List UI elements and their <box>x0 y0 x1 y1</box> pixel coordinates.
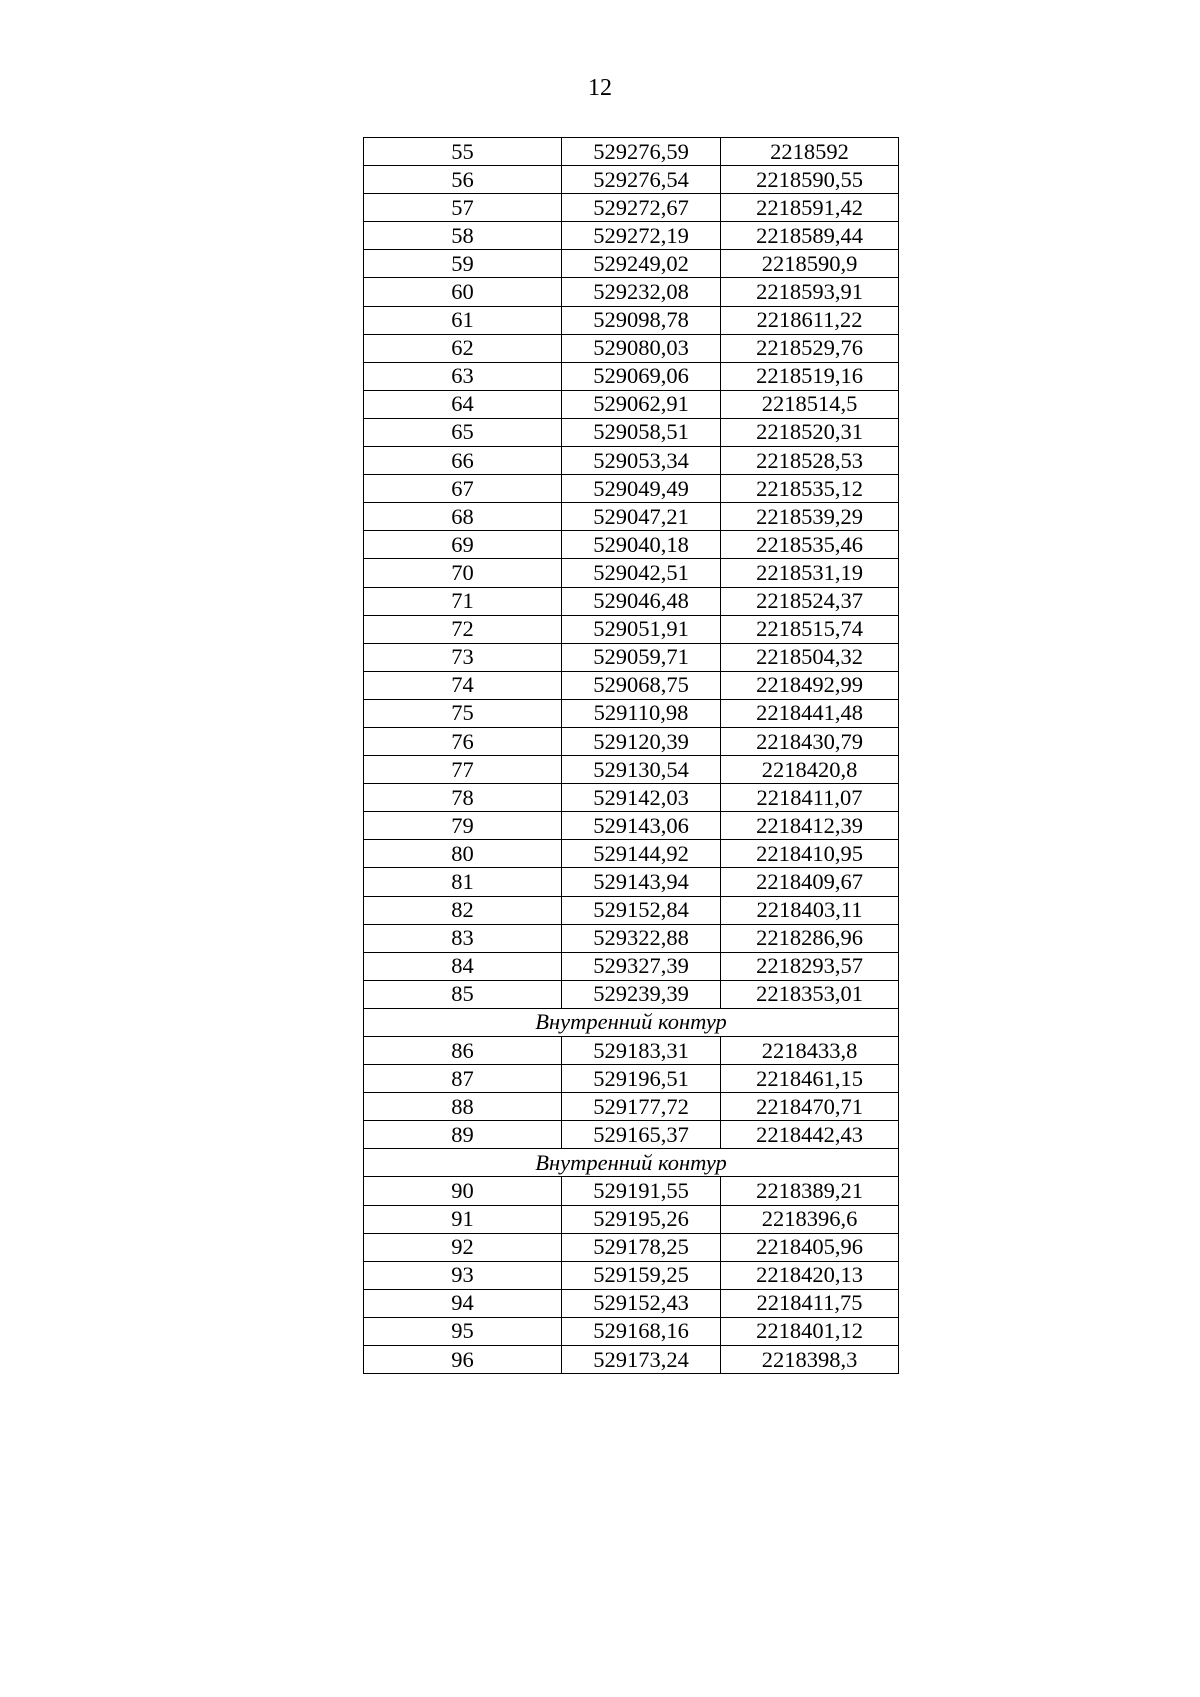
point-number-cell: 85 <box>364 980 562 1008</box>
table-row <box>364 1289 899 1317</box>
point-number-cell: 79 <box>364 812 562 840</box>
point-number-cell: 89 <box>364 1121 562 1149</box>
y-coordinate-cell: 2218590,55 <box>721 166 899 194</box>
y-coordinate-cell: 2218396,6 <box>721 1205 899 1233</box>
x-coordinate-cell: 529276,59 <box>562 138 721 166</box>
x-coordinate-cell: 529178,25 <box>562 1233 721 1261</box>
y-coordinate-cell: 2218492,99 <box>721 671 899 699</box>
point-number-cell: 73 <box>364 643 562 671</box>
y-coordinate-cell: 2218535,12 <box>721 475 899 503</box>
y-coordinate-cell: 2218514,5 <box>721 390 899 418</box>
x-coordinate-cell: 529051,91 <box>562 615 721 643</box>
x-coordinate-cell: 529143,06 <box>562 812 721 840</box>
x-coordinate-cell: 529068,75 <box>562 671 721 699</box>
y-coordinate-cell: 2218411,75 <box>721 1289 899 1317</box>
y-coordinate-cell: 2218520,31 <box>721 418 899 446</box>
point-number-cell: 87 <box>364 1065 562 1093</box>
table-row <box>364 447 899 475</box>
section-label: Внутренний контур <box>364 1008 899 1036</box>
y-coordinate-cell: 2218420,13 <box>721 1261 899 1289</box>
coordinates-table-body <box>364 138 899 1374</box>
table-row <box>364 1121 899 1149</box>
section-label: Внутренний контур <box>364 1149 899 1177</box>
table-row <box>364 1346 899 1374</box>
y-coordinate-cell: 2218410,95 <box>721 840 899 868</box>
y-coordinate-cell: 2218441,48 <box>721 699 899 727</box>
table-row <box>364 896 899 924</box>
point-number-cell: 86 <box>364 1037 562 1065</box>
table-row <box>364 166 899 194</box>
x-coordinate-cell: 529042,51 <box>562 559 721 587</box>
x-coordinate-cell: 529053,34 <box>562 447 721 475</box>
y-coordinate-cell: 2218524,37 <box>721 587 899 615</box>
x-coordinate-cell: 529142,03 <box>562 784 721 812</box>
x-coordinate-cell: 529040,18 <box>562 531 721 559</box>
x-coordinate-cell: 529059,71 <box>562 643 721 671</box>
table-row <box>364 1317 899 1345</box>
y-coordinate-cell: 2218433,8 <box>721 1037 899 1065</box>
point-number-cell: 55 <box>364 138 562 166</box>
x-coordinate-cell: 529110,98 <box>562 699 721 727</box>
x-coordinate-cell: 529098,78 <box>562 306 721 334</box>
point-number-cell: 71 <box>364 587 562 615</box>
section-row <box>364 1008 899 1036</box>
table-row <box>364 1037 899 1065</box>
table-row <box>364 1233 899 1261</box>
point-number-cell: 67 <box>364 475 562 503</box>
y-coordinate-cell: 2218401,12 <box>721 1317 899 1345</box>
y-coordinate-cell: 2218442,43 <box>721 1121 899 1149</box>
x-coordinate-cell: 529159,25 <box>562 1261 721 1289</box>
table-row <box>364 334 899 362</box>
y-coordinate-cell: 2218353,01 <box>721 980 899 1008</box>
table-row <box>364 418 899 446</box>
table-row <box>364 812 899 840</box>
x-coordinate-cell: 529272,19 <box>562 222 721 250</box>
point-number-cell: 68 <box>364 503 562 531</box>
table-row <box>364 756 899 784</box>
x-coordinate-cell: 529062,91 <box>562 390 721 418</box>
table-row <box>364 671 899 699</box>
point-number-cell: 64 <box>364 390 562 418</box>
y-coordinate-cell: 2218590,9 <box>721 250 899 278</box>
table-row <box>364 278 899 306</box>
x-coordinate-cell: 529322,88 <box>562 924 721 952</box>
point-number-cell: 65 <box>364 418 562 446</box>
y-coordinate-cell: 2218398,3 <box>721 1346 899 1374</box>
table-row <box>364 924 899 952</box>
x-coordinate-cell: 529191,55 <box>562 1177 721 1205</box>
x-coordinate-cell: 529152,43 <box>562 1289 721 1317</box>
point-number-cell: 92 <box>364 1233 562 1261</box>
table-row <box>364 615 899 643</box>
x-coordinate-cell: 529165,37 <box>562 1121 721 1149</box>
x-coordinate-cell: 529196,51 <box>562 1065 721 1093</box>
x-coordinate-cell: 529049,49 <box>562 475 721 503</box>
y-coordinate-cell: 2218293,57 <box>721 952 899 980</box>
point-number-cell: 80 <box>364 840 562 868</box>
x-coordinate-cell: 529120,39 <box>562 727 721 755</box>
point-number-cell: 56 <box>364 166 562 194</box>
table-row <box>364 587 899 615</box>
point-number-cell: 60 <box>364 278 562 306</box>
point-number-cell: 83 <box>364 924 562 952</box>
table-row <box>364 250 899 278</box>
point-number-cell: 96 <box>364 1346 562 1374</box>
x-coordinate-cell: 529177,72 <box>562 1093 721 1121</box>
y-coordinate-cell: 2218611,22 <box>721 306 899 334</box>
x-coordinate-cell: 529327,39 <box>562 952 721 980</box>
y-coordinate-cell: 2218519,16 <box>721 362 899 390</box>
y-coordinate-cell: 2218420,8 <box>721 756 899 784</box>
x-coordinate-cell: 529046,48 <box>562 587 721 615</box>
y-coordinate-cell: 2218529,76 <box>721 334 899 362</box>
table-row <box>364 362 899 390</box>
y-coordinate-cell: 2218470,71 <box>721 1093 899 1121</box>
y-coordinate-cell: 2218409,67 <box>721 868 899 896</box>
point-number-cell: 84 <box>364 952 562 980</box>
x-coordinate-cell: 529183,31 <box>562 1037 721 1065</box>
y-coordinate-cell: 2218405,96 <box>721 1233 899 1261</box>
table-row <box>364 222 899 250</box>
table-row <box>364 868 899 896</box>
x-coordinate-cell: 529249,02 <box>562 250 721 278</box>
point-number-cell: 62 <box>364 334 562 362</box>
table-row <box>364 559 899 587</box>
point-number-cell: 81 <box>364 868 562 896</box>
x-coordinate-cell: 529276,54 <box>562 166 721 194</box>
point-number-cell: 69 <box>364 531 562 559</box>
table-row <box>364 475 899 503</box>
table-row <box>364 531 899 559</box>
table-row <box>364 840 899 868</box>
y-coordinate-cell: 2218515,74 <box>721 615 899 643</box>
y-coordinate-cell: 2218389,21 <box>721 1177 899 1205</box>
table-row <box>364 1177 899 1205</box>
coordinates-table <box>363 137 899 1374</box>
y-coordinate-cell: 2218461,15 <box>721 1065 899 1093</box>
point-number-cell: 66 <box>364 447 562 475</box>
table-row <box>364 643 899 671</box>
point-number-cell: 95 <box>364 1317 562 1345</box>
point-number-cell: 94 <box>364 1289 562 1317</box>
point-number-cell: 57 <box>364 194 562 222</box>
point-number-cell: 72 <box>364 615 562 643</box>
point-number-cell: 75 <box>364 699 562 727</box>
table-row <box>364 699 899 727</box>
point-number-cell: 90 <box>364 1177 562 1205</box>
x-coordinate-cell: 529168,16 <box>562 1317 721 1345</box>
table-row <box>364 138 899 166</box>
table-row <box>364 1065 899 1093</box>
table-row <box>364 952 899 980</box>
table-row <box>364 784 899 812</box>
table-row <box>364 727 899 755</box>
point-number-cell: 82 <box>364 896 562 924</box>
x-coordinate-cell: 529173,24 <box>562 1346 721 1374</box>
point-number-cell: 74 <box>364 671 562 699</box>
y-coordinate-cell: 2218531,19 <box>721 559 899 587</box>
table-row <box>364 1093 899 1121</box>
y-coordinate-cell: 2218589,44 <box>721 222 899 250</box>
point-number-cell: 59 <box>364 250 562 278</box>
x-coordinate-cell: 529195,26 <box>562 1205 721 1233</box>
point-number-cell: 58 <box>364 222 562 250</box>
x-coordinate-cell: 529152,84 <box>562 896 721 924</box>
table-row <box>364 503 899 531</box>
point-number-cell: 88 <box>364 1093 562 1121</box>
x-coordinate-cell: 529272,67 <box>562 194 721 222</box>
x-coordinate-cell: 529232,08 <box>562 278 721 306</box>
table-row <box>364 1261 899 1289</box>
x-coordinate-cell: 529143,94 <box>562 868 721 896</box>
section-row <box>364 1149 899 1177</box>
table-row <box>364 390 899 418</box>
point-number-cell: 61 <box>364 306 562 334</box>
x-coordinate-cell: 529058,51 <box>562 418 721 446</box>
y-coordinate-cell: 2218411,07 <box>721 784 899 812</box>
point-number-cell: 76 <box>364 727 562 755</box>
y-coordinate-cell: 2218593,91 <box>721 278 899 306</box>
point-number-cell: 77 <box>364 756 562 784</box>
y-coordinate-cell: 2218528,53 <box>721 447 899 475</box>
point-number-cell: 63 <box>364 362 562 390</box>
page-number: 12 <box>588 75 612 101</box>
y-coordinate-cell: 2218403,11 <box>721 896 899 924</box>
table-row <box>364 980 899 1008</box>
point-number-cell: 91 <box>364 1205 562 1233</box>
y-coordinate-cell: 2218591,42 <box>721 194 899 222</box>
y-coordinate-cell: 2218535,46 <box>721 531 899 559</box>
point-number-cell: 93 <box>364 1261 562 1289</box>
y-coordinate-cell: 2218539,29 <box>721 503 899 531</box>
x-coordinate-cell: 529047,21 <box>562 503 721 531</box>
point-number-cell: 78 <box>364 784 562 812</box>
y-coordinate-cell: 2218286,96 <box>721 924 899 952</box>
y-coordinate-cell: 2218412,39 <box>721 812 899 840</box>
y-coordinate-cell: 2218504,32 <box>721 643 899 671</box>
table-row <box>364 194 899 222</box>
x-coordinate-cell: 529069,06 <box>562 362 721 390</box>
x-coordinate-cell: 529144,92 <box>562 840 721 868</box>
x-coordinate-cell: 529239,39 <box>562 980 721 1008</box>
y-coordinate-cell: 2218592 <box>721 138 899 166</box>
y-coordinate-cell: 2218430,79 <box>721 727 899 755</box>
point-number-cell: 70 <box>364 559 562 587</box>
x-coordinate-cell: 529080,03 <box>562 334 721 362</box>
table-row <box>364 306 899 334</box>
table-row <box>364 1205 899 1233</box>
x-coordinate-cell: 529130,54 <box>562 756 721 784</box>
